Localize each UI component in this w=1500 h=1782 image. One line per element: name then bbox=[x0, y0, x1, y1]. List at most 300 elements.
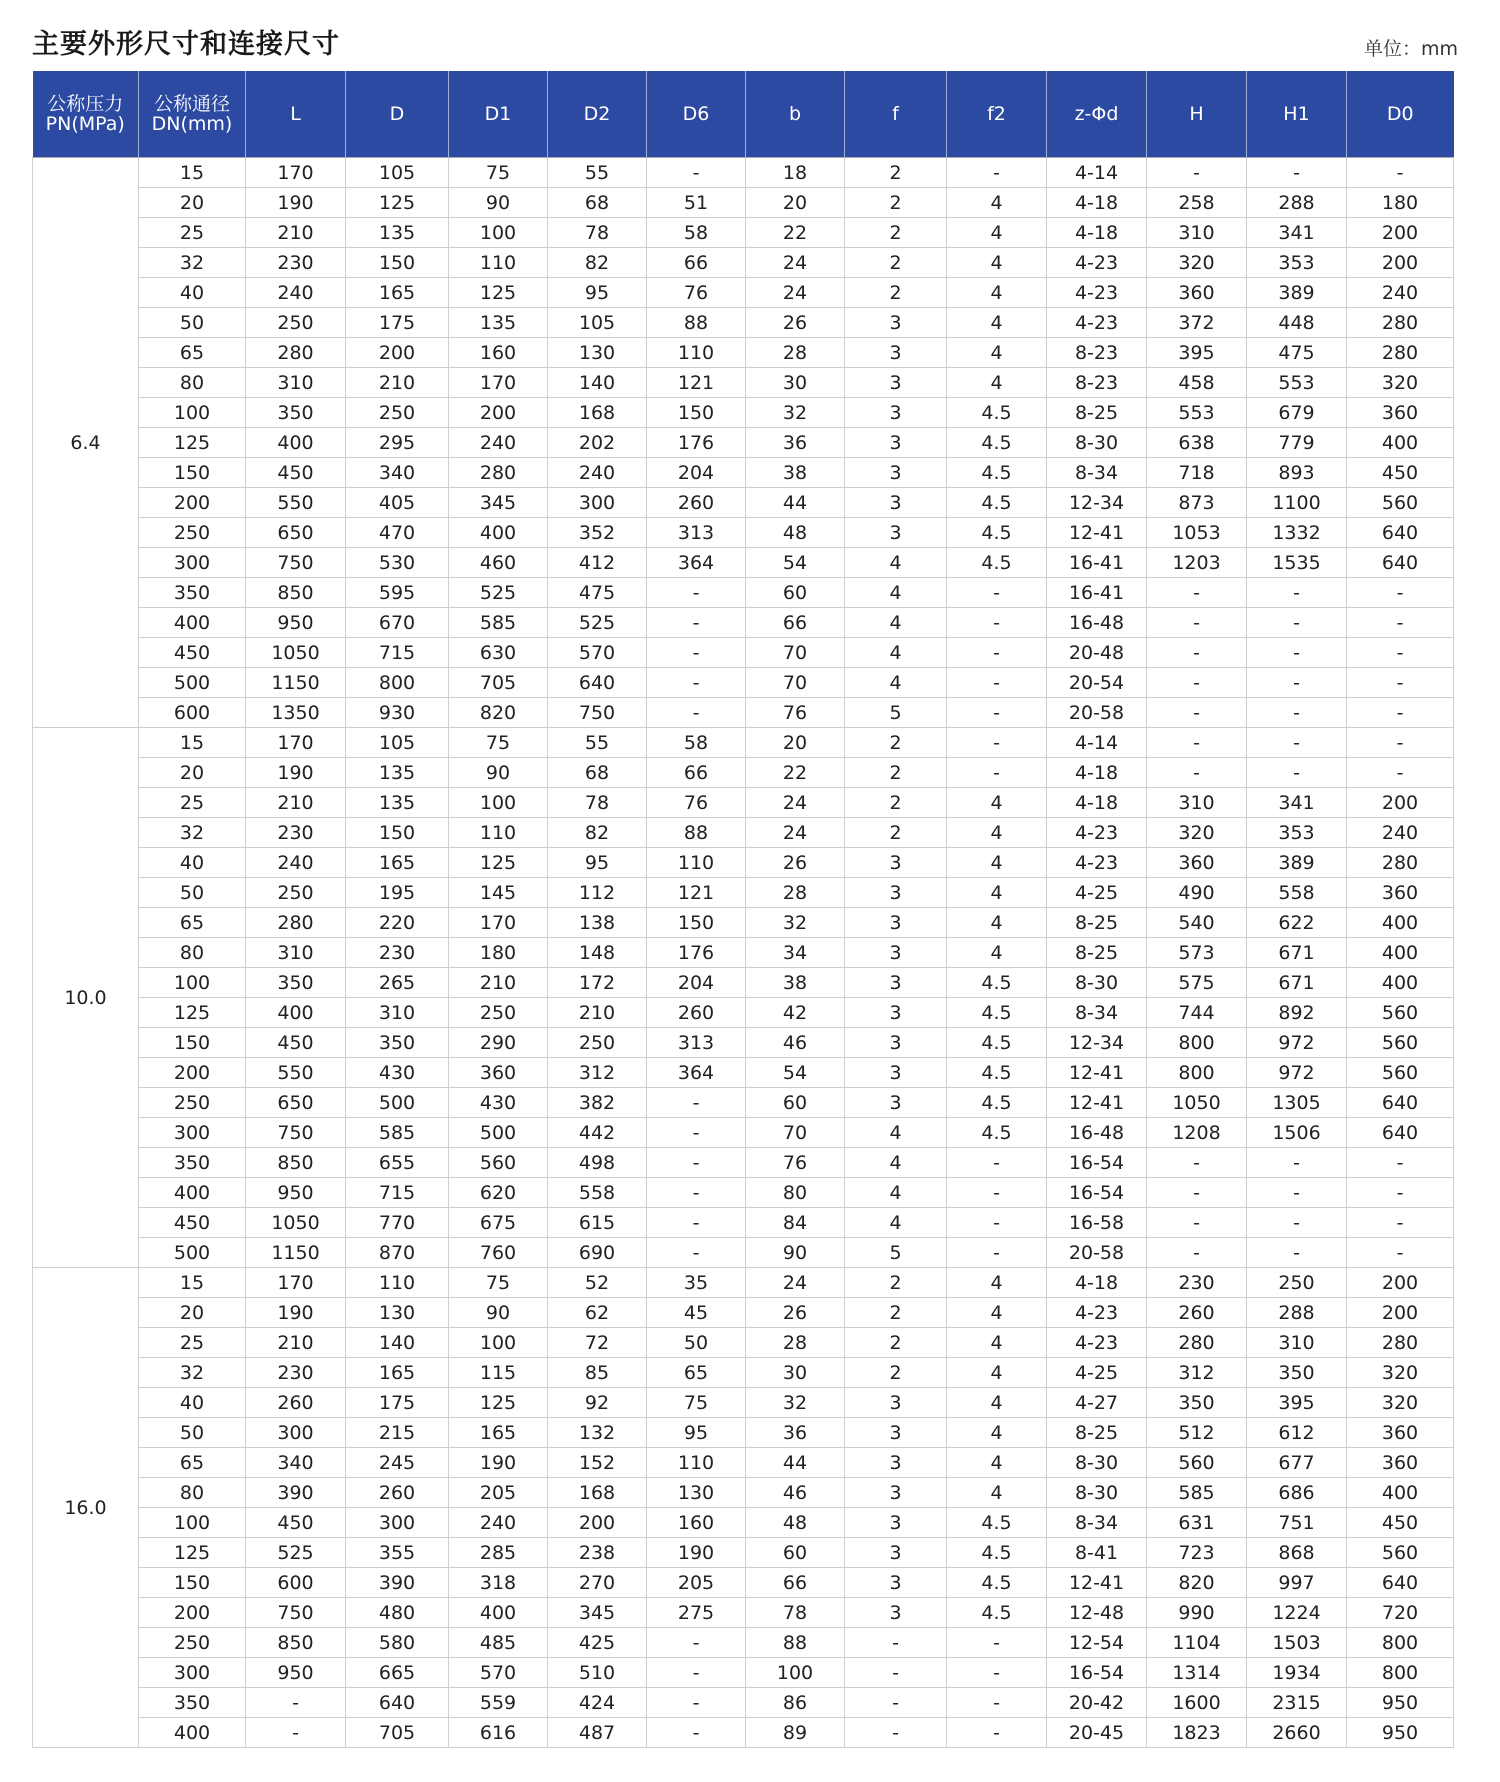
table-cell: - bbox=[1247, 1238, 1347, 1268]
table-cell: 600 bbox=[246, 1568, 346, 1598]
table-cell: 90 bbox=[449, 188, 548, 218]
table-cell: 4.5 bbox=[947, 1508, 1047, 1538]
table-cell: 310 bbox=[246, 368, 346, 398]
table-cell: 190 bbox=[246, 188, 346, 218]
table-cell: 32 bbox=[746, 908, 845, 938]
table-cell: 135 bbox=[346, 218, 449, 248]
table-cell: 800 bbox=[1347, 1658, 1454, 1688]
table-cell: 2 bbox=[845, 758, 947, 788]
table-cell: 85 bbox=[548, 1358, 647, 1388]
table-cell: 560 bbox=[1347, 1538, 1454, 1568]
table-cell: 2 bbox=[845, 818, 947, 848]
table-cell: 300 bbox=[246, 1418, 346, 1448]
table-cell: 750 bbox=[246, 548, 346, 578]
table-cell: 130 bbox=[548, 338, 647, 368]
table-cell: 66 bbox=[647, 758, 746, 788]
table-cell: 288 bbox=[1247, 188, 1347, 218]
table-cell: 80 bbox=[746, 1178, 845, 1208]
table-cell: 595 bbox=[346, 578, 449, 608]
dn-cell: 25 bbox=[139, 218, 246, 248]
table-cell: - bbox=[1347, 638, 1454, 668]
table-cell: 4-23 bbox=[1047, 308, 1147, 338]
table-cell: 620 bbox=[449, 1178, 548, 1208]
table-cell: - bbox=[947, 638, 1047, 668]
table-cell: 90 bbox=[449, 758, 548, 788]
dn-cell: 65 bbox=[139, 1448, 246, 1478]
table-cell: 88 bbox=[647, 818, 746, 848]
table-cell: 950 bbox=[1347, 1718, 1454, 1748]
table-cell: 760 bbox=[449, 1238, 548, 1268]
table-cell: 16-48 bbox=[1047, 608, 1147, 638]
table-cell: 715 bbox=[346, 638, 449, 668]
table-cell: 30 bbox=[746, 1358, 845, 1388]
table-cell: 95 bbox=[548, 278, 647, 308]
table-cell: 525 bbox=[449, 578, 548, 608]
column-header bbox=[246, 71, 346, 158]
table-cell: 320 bbox=[1147, 248, 1247, 278]
table-cell: 135 bbox=[449, 308, 548, 338]
column-header bbox=[947, 71, 1047, 158]
dn-cell: 20 bbox=[139, 188, 246, 218]
table-cell: 4.5 bbox=[947, 1028, 1047, 1058]
table-cell: 800 bbox=[1347, 1628, 1454, 1658]
table-cell: 8-25 bbox=[1047, 908, 1147, 938]
dn-cell: 400 bbox=[139, 1178, 246, 1208]
table-cell: - bbox=[1147, 668, 1247, 698]
column-header bbox=[33, 71, 139, 158]
table-cell: 3 bbox=[845, 518, 947, 548]
table-cell: 550 bbox=[246, 488, 346, 518]
table-cell: 245 bbox=[346, 1448, 449, 1478]
table-cell: 310 bbox=[246, 938, 346, 968]
table-cell: 310 bbox=[1147, 218, 1247, 248]
table-cell: 20 bbox=[746, 188, 845, 218]
table-cell: 78 bbox=[548, 788, 647, 818]
column-header-label: D1 bbox=[484, 103, 512, 125]
table-cell: 3 bbox=[845, 368, 947, 398]
table-cell: 30 bbox=[746, 368, 845, 398]
table-cell: 68 bbox=[548, 758, 647, 788]
table-cell: 8-23 bbox=[1047, 338, 1147, 368]
table-cell: 560 bbox=[1347, 488, 1454, 518]
table-cell: 4-25 bbox=[1047, 1358, 1147, 1388]
table-cell: 340 bbox=[346, 458, 449, 488]
table-cell: 8-25 bbox=[1047, 1418, 1147, 1448]
table-cell: 950 bbox=[1347, 1688, 1454, 1718]
table-cell: 540 bbox=[1147, 908, 1247, 938]
table-cell: 400 bbox=[1347, 1478, 1454, 1508]
table-cell: 44 bbox=[746, 1448, 845, 1478]
column-header bbox=[1147, 71, 1247, 158]
table-cell: - bbox=[1247, 158, 1347, 188]
table-cell: 720 bbox=[1347, 1598, 1454, 1628]
table-cell: 24 bbox=[746, 248, 845, 278]
dn-cell: 20 bbox=[139, 758, 246, 788]
table-row bbox=[33, 1718, 1454, 1748]
table-cell: 312 bbox=[1147, 1358, 1247, 1388]
table-cell: 972 bbox=[1247, 1058, 1347, 1088]
table-cell: 3 bbox=[845, 1388, 947, 1418]
table-cell: - bbox=[246, 1718, 346, 1748]
table-cell: 2 bbox=[845, 1268, 947, 1298]
table-cell: 893 bbox=[1247, 458, 1347, 488]
table-cell: 3 bbox=[845, 1418, 947, 1448]
table-cell: 200 bbox=[1347, 248, 1454, 278]
table-cell: - bbox=[1247, 578, 1347, 608]
table-cell: 175 bbox=[346, 1388, 449, 1418]
table-row bbox=[33, 1538, 1454, 1568]
table-cell: 130 bbox=[346, 1298, 449, 1328]
table-cell: 165 bbox=[346, 1358, 449, 1388]
column-header bbox=[1047, 71, 1147, 158]
table-cell: 850 bbox=[246, 578, 346, 608]
table-cell: - bbox=[1347, 728, 1454, 758]
table-cell: 100 bbox=[746, 1658, 845, 1688]
table-cell: 390 bbox=[346, 1568, 449, 1598]
table-cell: 200 bbox=[1347, 218, 1454, 248]
table-cell: 460 bbox=[449, 548, 548, 578]
table-cell: 4-23 bbox=[1047, 248, 1147, 278]
table-cell: 675 bbox=[449, 1208, 548, 1238]
table-cell: 125 bbox=[346, 188, 449, 218]
table-cell: 3 bbox=[845, 1568, 947, 1598]
table-cell: 150 bbox=[346, 818, 449, 848]
table-cell: 4 bbox=[947, 1478, 1047, 1508]
table-row bbox=[33, 1388, 1454, 1418]
table-row bbox=[33, 818, 1454, 848]
table-cell: 170 bbox=[449, 368, 548, 398]
table-cell: 280 bbox=[1347, 308, 1454, 338]
table-cell: 679 bbox=[1247, 398, 1347, 428]
table-cell: 12-54 bbox=[1047, 1628, 1147, 1658]
dn-cell: 25 bbox=[139, 1328, 246, 1358]
table-cell: 500 bbox=[346, 1088, 449, 1118]
table-cell: 990 bbox=[1147, 1598, 1247, 1628]
table-cell: 690 bbox=[548, 1238, 647, 1268]
table-cell: - bbox=[647, 158, 746, 188]
table-cell: - bbox=[947, 1718, 1047, 1748]
column-header-label: b bbox=[788, 103, 802, 125]
table-cell: 750 bbox=[246, 1118, 346, 1148]
table-cell: 20-45 bbox=[1047, 1718, 1147, 1748]
table-cell: 8-34 bbox=[1047, 458, 1147, 488]
table-cell: 4.5 bbox=[947, 1538, 1047, 1568]
table-cell: 4 bbox=[947, 1418, 1047, 1448]
table-cell: 125 bbox=[449, 848, 548, 878]
table-cell: 220 bbox=[346, 908, 449, 938]
dn-cell: 40 bbox=[139, 848, 246, 878]
table-cell: 4.5 bbox=[947, 1088, 1047, 1118]
table-cell: - bbox=[1147, 1208, 1247, 1238]
table-row bbox=[33, 428, 1454, 458]
table-cell: 558 bbox=[1247, 878, 1347, 908]
table-cell: - bbox=[647, 1238, 746, 1268]
table-cell: 170 bbox=[246, 158, 346, 188]
table-cell: 341 bbox=[1247, 788, 1347, 818]
table-row bbox=[33, 1448, 1454, 1478]
table-cell: - bbox=[1247, 608, 1347, 638]
table-cell: 400 bbox=[1347, 968, 1454, 998]
column-header bbox=[845, 71, 947, 158]
table-cell: 353 bbox=[1247, 818, 1347, 848]
column-header bbox=[548, 71, 647, 158]
table-cell: - bbox=[647, 578, 746, 608]
table-cell: 8-30 bbox=[1047, 1478, 1147, 1508]
dn-cell: 250 bbox=[139, 518, 246, 548]
table-cell: 770 bbox=[346, 1208, 449, 1238]
table-cell: 38 bbox=[746, 968, 845, 998]
table-cell: 3 bbox=[845, 848, 947, 878]
table-cell: - bbox=[1347, 608, 1454, 638]
table-cell: 66 bbox=[746, 1568, 845, 1598]
table-cell: 32 bbox=[746, 398, 845, 428]
table-row bbox=[33, 548, 1454, 578]
table-cell: 160 bbox=[449, 338, 548, 368]
table-cell: 210 bbox=[548, 998, 647, 1028]
table-cell: 60 bbox=[746, 1088, 845, 1118]
column-header bbox=[1247, 71, 1347, 158]
table-cell: 230 bbox=[246, 818, 346, 848]
table-cell: 240 bbox=[548, 458, 647, 488]
table-cell: - bbox=[947, 1208, 1047, 1238]
table-cell: - bbox=[1247, 758, 1347, 788]
dn-cell: 500 bbox=[139, 668, 246, 698]
table-cell: 4.5 bbox=[947, 458, 1047, 488]
table-row bbox=[33, 188, 1454, 218]
table-cell: 45 bbox=[647, 1298, 746, 1328]
table-row bbox=[33, 578, 1454, 608]
table-cell: 4.5 bbox=[947, 1118, 1047, 1148]
table-cell: 4 bbox=[947, 1448, 1047, 1478]
table-cell: 51 bbox=[647, 188, 746, 218]
table-cell: 46 bbox=[746, 1478, 845, 1508]
table-row bbox=[33, 278, 1454, 308]
table-cell: 125 bbox=[449, 278, 548, 308]
table-cell: 105 bbox=[548, 308, 647, 338]
table-cell: 320 bbox=[1347, 1388, 1454, 1418]
table-cell: 553 bbox=[1247, 368, 1347, 398]
table-cell: 405 bbox=[346, 488, 449, 518]
table-cell: 20-48 bbox=[1047, 638, 1147, 668]
table-row bbox=[33, 908, 1454, 938]
table-cell: 1535 bbox=[1247, 548, 1347, 578]
table-cell: 412 bbox=[548, 548, 647, 578]
table-cell: 16-54 bbox=[1047, 1658, 1147, 1688]
table-cell: 4 bbox=[947, 938, 1047, 968]
table-row bbox=[33, 1058, 1454, 1088]
table-cell: 82 bbox=[548, 818, 647, 848]
table-cell: 670 bbox=[346, 608, 449, 638]
column-header-label: z-Φd bbox=[1074, 103, 1119, 125]
table-row bbox=[33, 1178, 1454, 1208]
table-cell: 215 bbox=[346, 1418, 449, 1448]
table-cell: 4 bbox=[947, 308, 1047, 338]
table-cell: 355 bbox=[346, 1538, 449, 1568]
table-cell: 75 bbox=[449, 1268, 548, 1298]
table-cell: 640 bbox=[548, 668, 647, 698]
table-row bbox=[33, 1238, 1454, 1268]
table-row bbox=[33, 1298, 1454, 1328]
table-cell: 38 bbox=[746, 458, 845, 488]
table-cell: 180 bbox=[1347, 188, 1454, 218]
table-cell: 382 bbox=[548, 1088, 647, 1118]
table-cell: 24 bbox=[746, 278, 845, 308]
table-cell: 475 bbox=[1247, 338, 1347, 368]
table-cell: 4-18 bbox=[1047, 188, 1147, 218]
dn-cell: 100 bbox=[139, 968, 246, 998]
table-cell: 1050 bbox=[246, 638, 346, 668]
table-cell: 360 bbox=[1147, 278, 1247, 308]
table-row bbox=[33, 1268, 1454, 1298]
table-row bbox=[33, 728, 1454, 758]
dn-cell: 32 bbox=[139, 818, 246, 848]
table-cell: 450 bbox=[1347, 458, 1454, 488]
table-cell: 60 bbox=[746, 1538, 845, 1568]
table-cell: 16-58 bbox=[1047, 1208, 1147, 1238]
table-cell: 150 bbox=[647, 398, 746, 428]
table-cell: 4 bbox=[947, 188, 1047, 218]
table-row bbox=[33, 368, 1454, 398]
table-cell: 8-41 bbox=[1047, 1538, 1147, 1568]
table-cell: 313 bbox=[647, 518, 746, 548]
table-cell: 3 bbox=[845, 338, 947, 368]
table-cell: 560 bbox=[1147, 1448, 1247, 1478]
table-cell: 250 bbox=[1247, 1268, 1347, 1298]
table-cell: 26 bbox=[746, 1298, 845, 1328]
table-cell: 345 bbox=[548, 1598, 647, 1628]
table-cell: 250 bbox=[346, 398, 449, 428]
table-cell: 20 bbox=[746, 728, 845, 758]
table-cell: 1053 bbox=[1147, 518, 1247, 548]
table-cell: 560 bbox=[1347, 1058, 1454, 1088]
table-cell: 475 bbox=[548, 578, 647, 608]
table-cell: 2 bbox=[845, 158, 947, 188]
table-cell: 4 bbox=[947, 1328, 1047, 1358]
column-header-label: f bbox=[892, 103, 899, 125]
table-cell: 205 bbox=[647, 1568, 746, 1598]
table-cell: - bbox=[1147, 758, 1247, 788]
table-cell: 66 bbox=[746, 608, 845, 638]
table-cell: 1332 bbox=[1247, 518, 1347, 548]
dn-cell: 80 bbox=[139, 1478, 246, 1508]
table-cell: 1050 bbox=[246, 1208, 346, 1238]
table-cell: 210 bbox=[246, 788, 346, 818]
table-cell: 400 bbox=[449, 1598, 548, 1628]
table-cell: 240 bbox=[1347, 818, 1454, 848]
table-cell: 4 bbox=[845, 668, 947, 698]
table-cell: 22 bbox=[746, 218, 845, 248]
table-cell: 450 bbox=[1347, 1508, 1454, 1538]
table-cell: - bbox=[647, 1718, 746, 1748]
table-cell: 3 bbox=[845, 1538, 947, 1568]
table-cell: 705 bbox=[449, 668, 548, 698]
table-cell: 751 bbox=[1247, 1508, 1347, 1538]
table-row bbox=[33, 1148, 1454, 1178]
table-cell: 616 bbox=[449, 1718, 548, 1748]
dn-cell: 100 bbox=[139, 398, 246, 428]
table-cell: 870 bbox=[346, 1238, 449, 1268]
table-cell: - bbox=[1147, 698, 1247, 728]
table-cell: - bbox=[1347, 1208, 1454, 1238]
table-cell: 364 bbox=[647, 1058, 746, 1088]
table-cell: 487 bbox=[548, 1718, 647, 1748]
table-cell: 4 bbox=[845, 548, 947, 578]
table-cell: 559 bbox=[449, 1688, 548, 1718]
table-cell: 2 bbox=[845, 1328, 947, 1358]
table-cell: 8-34 bbox=[1047, 1508, 1147, 1538]
table-cell: 168 bbox=[548, 398, 647, 428]
table-cell: 395 bbox=[1147, 338, 1247, 368]
table-cell: 230 bbox=[1147, 1268, 1247, 1298]
dn-cell: 20 bbox=[139, 1298, 246, 1328]
dn-cell: 32 bbox=[139, 248, 246, 278]
table-row bbox=[33, 608, 1454, 638]
table-cell: 250 bbox=[449, 998, 548, 1028]
table-cell: 16-41 bbox=[1047, 578, 1147, 608]
table-cell: 86 bbox=[746, 1688, 845, 1718]
table-cell: 575 bbox=[1147, 968, 1247, 998]
table-cell: 3 bbox=[845, 398, 947, 428]
table-cell: 52 bbox=[548, 1268, 647, 1298]
table-cell: 850 bbox=[246, 1628, 346, 1658]
table-cell: 170 bbox=[246, 1268, 346, 1298]
table-cell: 290 bbox=[449, 1028, 548, 1058]
table-cell: 512 bbox=[1147, 1418, 1247, 1448]
table-cell: 48 bbox=[746, 518, 845, 548]
table-row bbox=[33, 788, 1454, 818]
table-cell: 26 bbox=[746, 308, 845, 338]
table-cell: 2 bbox=[845, 248, 947, 278]
table-cell: - bbox=[1147, 728, 1247, 758]
table-cell: 270 bbox=[548, 1568, 647, 1598]
table-cell: 312 bbox=[548, 1058, 647, 1088]
dn-cell: 25 bbox=[139, 788, 246, 818]
table-cell: 88 bbox=[746, 1628, 845, 1658]
table-cell: 400 bbox=[1347, 428, 1454, 458]
table-cell: - bbox=[647, 1118, 746, 1148]
table-cell: 20-58 bbox=[1047, 1238, 1147, 1268]
table-cell: 72 bbox=[548, 1328, 647, 1358]
dn-cell: 300 bbox=[139, 1658, 246, 1688]
table-cell: 360 bbox=[1347, 1448, 1454, 1478]
table-cell: 138 bbox=[548, 908, 647, 938]
column-header-label: DN(mm) bbox=[151, 113, 233, 135]
dn-cell: 300 bbox=[139, 548, 246, 578]
table-cell: 190 bbox=[246, 758, 346, 788]
table-cell: 1305 bbox=[1247, 1088, 1347, 1118]
table-cell: 650 bbox=[246, 518, 346, 548]
table-row bbox=[33, 1568, 1454, 1598]
table-cell: 3 bbox=[845, 968, 947, 998]
table-cell: 110 bbox=[647, 848, 746, 878]
column-header-label: D0 bbox=[1386, 103, 1414, 125]
table-cell: 230 bbox=[346, 938, 449, 968]
dn-cell: 350 bbox=[139, 578, 246, 608]
table-cell: 820 bbox=[449, 698, 548, 728]
table-cell: 997 bbox=[1247, 1568, 1347, 1598]
dn-cell: 350 bbox=[139, 1688, 246, 1718]
table-cell: - bbox=[647, 1088, 746, 1118]
table-cell: 5 bbox=[845, 1238, 947, 1268]
table-cell: 121 bbox=[647, 878, 746, 908]
table-cell: 12-48 bbox=[1047, 1598, 1147, 1628]
table-cell: 4 bbox=[947, 218, 1047, 248]
table-cell: 200 bbox=[1347, 1298, 1454, 1328]
table-cell: 585 bbox=[1147, 1478, 1247, 1508]
table-cell: 4.5 bbox=[947, 998, 1047, 1028]
table-cell: 1503 bbox=[1247, 1628, 1347, 1658]
table-cell: 350 bbox=[246, 398, 346, 428]
